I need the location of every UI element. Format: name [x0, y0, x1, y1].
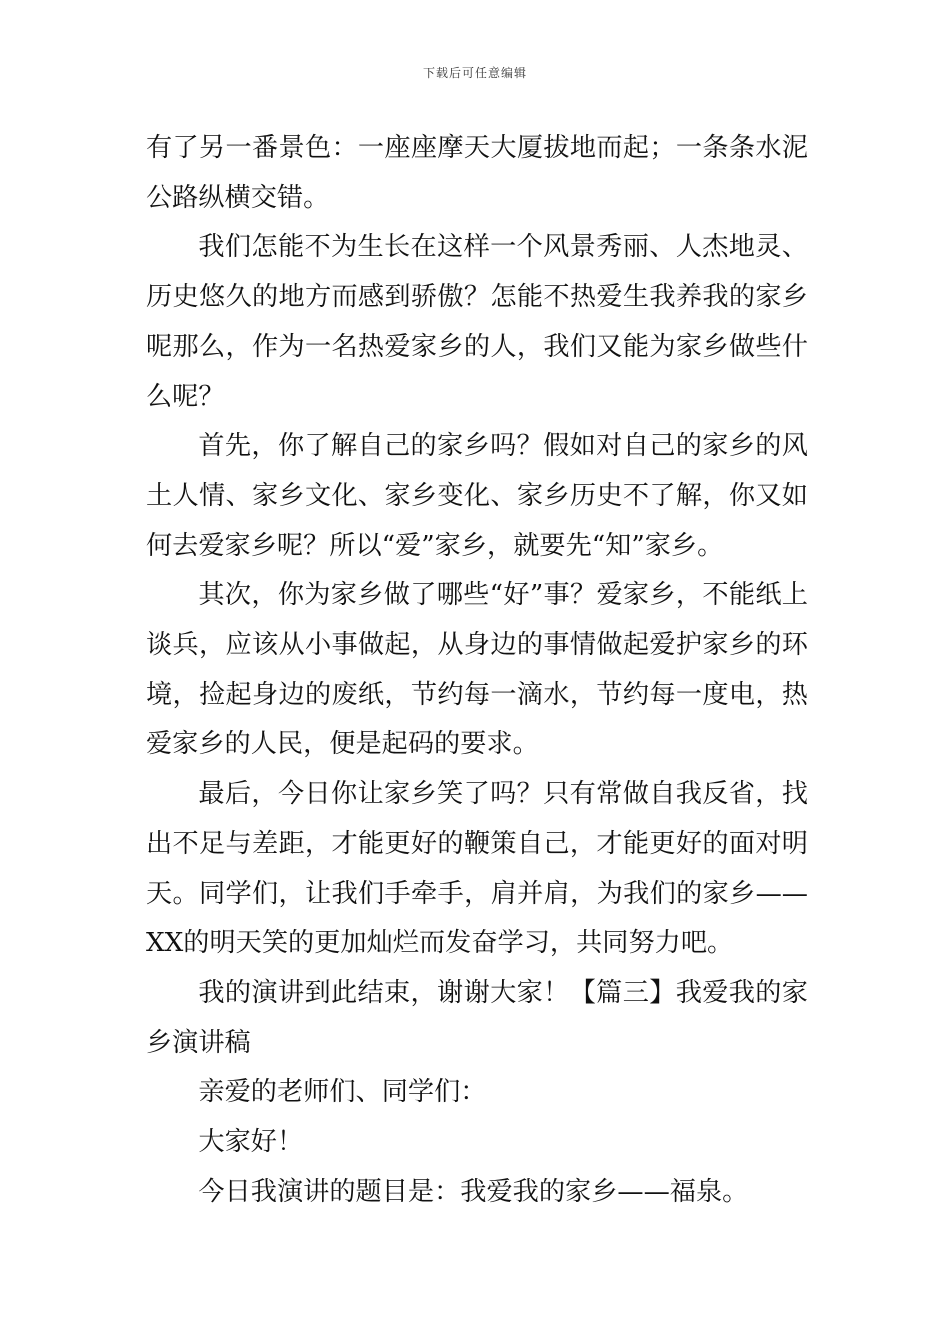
- paragraph: 其次，你为家乡做了哪些“好”事？爱家乡，不能纸上谈兵，应该从小事做起，从身边的事情做起爱护家乡的环境，捡起身边的废纸，节约每一滴水，节约每一度电，热爱家乡的人民，便是起码的要求。: [146, 580, 808, 760]
- paragraph: 有了另一番景色：一座座摩天大厦拔地而起；一条条水泥公路纵横交错。: [146, 133, 808, 213]
- paragraph: 大家好！: [198, 1127, 304, 1158]
- paragraph: 首先，你了解自己的家乡吗？假如对自己的家乡的风土人情、家乡文化、家乡变化、家乡历史不了解，你又如何去爱家乡呢？所以“爱”家乡，就要先“知”家乡。: [146, 431, 808, 561]
- paragraph: 今日我演讲的题目是：我爱我的家乡——福泉。: [198, 1176, 749, 1207]
- paragraph: 我的演讲到此结束，谢谢大家！【篇三】我爱我的家乡演讲稿: [146, 977, 808, 1058]
- paragraph: 亲爱的老师们、同学们：: [198, 1077, 487, 1108]
- paragraph: 最后，今日你让家乡笑了吗？只有常做自我反省，找出不足与差距，才能更好的鞭策自己，才能更好的面对明天。同学们，让我们手牵手，肩并肩，为我们的家乡——XX的明天笑的更加灿烂而发奋学习，共同努力吧。: [146, 779, 808, 959]
- page-header: 下载后可任意编辑: [422, 66, 527, 80]
- document-body: [146, 124, 808, 1217]
- paragraph: 我们怎能不为生长在这样一个风景秀丽、人杰地灵、历史悠久的地方而感到骄傲？怎能不热爱生我养我的家乡呢那么，作为一名热爱家乡的人，我们又能为家乡做些什么呢？: [146, 232, 808, 412]
